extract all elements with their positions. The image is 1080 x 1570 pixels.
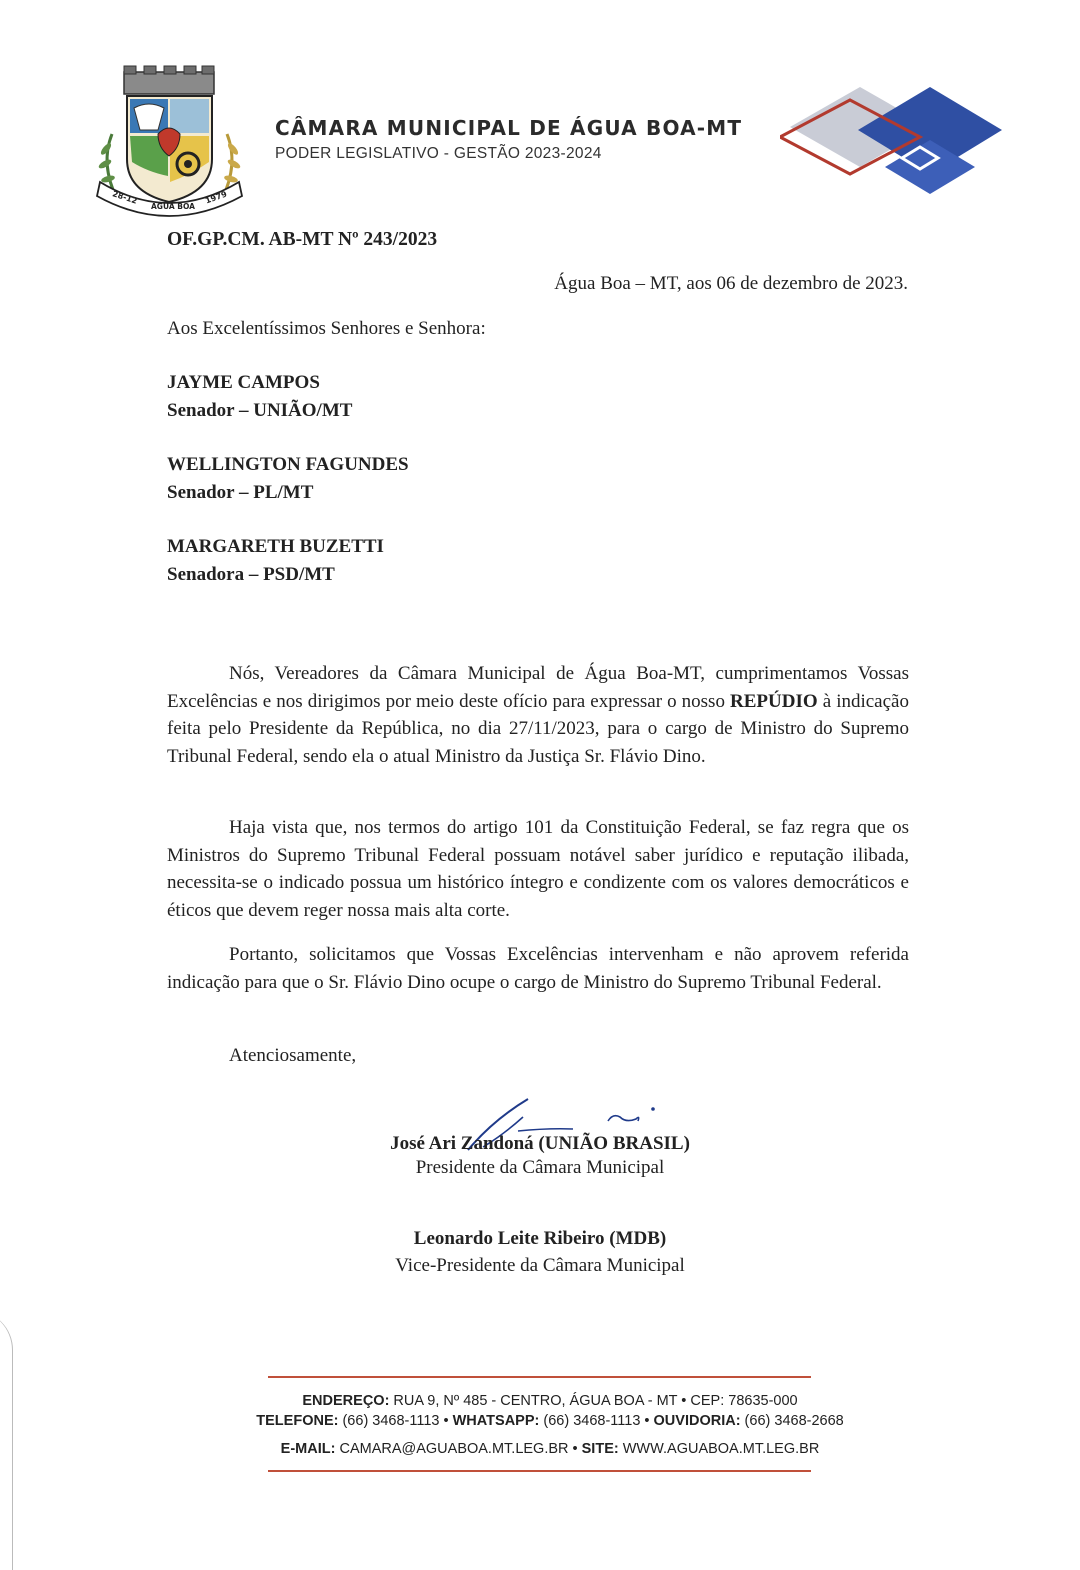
footer-rule-top (268, 1376, 811, 1378)
footer-contact (200, 1441, 900, 1457)
signatory-title: Vice-Presidente da Câmara Municipal (395, 1255, 685, 1276)
footer-rule-bottom (268, 1470, 811, 1472)
ouvidoria-label: OUVIDORIA: (653, 1413, 741, 1429)
phone-label: TELEFONE: (256, 1413, 339, 1429)
address-value: RUA 9, Nº 485 - CENTRO, ÁGUA BOA - MT • CEP: 78635-000 (389, 1393, 798, 1409)
header-subtitle: PODER LEGISLATIVO - GESTÃO 2023-2024 (275, 145, 602, 162)
coat-banner-right: 1979 (204, 189, 229, 206)
footer-address (200, 1393, 900, 1409)
body-paragraph-3: Portanto, solicitamos que Vossas Excelências intervenham e não aprovem referida indicação para que o Sr. Flávio Dino ocupe o cargo de Ministro do Supremo Tribunal Federal. (167, 944, 909, 993)
recipient-name: MARGARETH BUZETTI (167, 536, 384, 557)
email-value[interactable]: CAMARA@AGUABOA.MT.LEG.BR • (335, 1441, 582, 1457)
site-label: SITE: (581, 1441, 619, 1457)
recipient-role: Senador – PL/MT (167, 482, 314, 503)
camara-diamond-logo-icon (780, 82, 1005, 212)
body-paragraph-1 (167, 660, 909, 770)
recipient-name: JAYME CAMPOS (167, 372, 320, 393)
repudio-emphasis: REPÚDIO (730, 690, 818, 712)
coat-banner-center: ÁGUA BOA (151, 202, 195, 211)
whatsapp-label: WHATSAPP: (452, 1413, 540, 1429)
page-curl-edge (0, 1310, 13, 1570)
signatory-name: José Ari Zandoná (UNIÃO BRASIL) (390, 1133, 690, 1154)
whatsapp-value: (66) 3468-1113 • (539, 1413, 654, 1429)
paragraph-text: à indicação feita pelo Presidente da República, no dia 27/11/2023, para o cargo de Ministro do Supremo Tribunal Federal, sendo ela o atual Ministro da Justiça Sr. Flávio Dino. (167, 690, 909, 767)
signatory-name: Leonardo Leite Ribeiro (MDB) (413, 1228, 667, 1249)
recipient-name: WELLINGTON FAGUNDES (167, 454, 409, 475)
recipient-role: Senadora – PSD/MT (167, 564, 335, 585)
document-reference: OF.GP.CM. AB-MT Nº 243/2023 (167, 229, 438, 250)
phone-value: (66) 3468-1113 • (338, 1413, 453, 1429)
coat-banner-left: 28-12 (111, 189, 139, 206)
header-title: CÂMARA MUNICIPAL DE ÁGUA BOA-MT (275, 116, 743, 140)
recipient-role: Senador – UNIÃO/MT (167, 400, 353, 421)
closing: Atenciosamente, (229, 1045, 357, 1066)
body-paragraph-2: Haja vista que, nos termos do artigo 101 da Constituição Federal, se faz regra que os Ministros do Supremo Tribunal Federal possuam notável saber jurídico e reputação ilibada, necessita-se o indicado possua um histórico íntegro e condizente com os valores democráticos e éticos que devem reger nossa mais alta corte. (167, 817, 909, 921)
date-line: Água Boa – MT, aos 06 de dezembro de 2023. (554, 273, 908, 294)
email-label: E-MAIL: (280, 1441, 336, 1457)
address-label: ENDEREÇO: (302, 1393, 390, 1409)
signatory-title: Presidente da Câmara Municipal (415, 1157, 665, 1178)
footer-phones (200, 1413, 900, 1429)
ouvidoria-value: (66) 3468-2668 (740, 1413, 844, 1429)
greeting: Aos Excelentíssimos Senhores e Senhora: (167, 318, 486, 339)
site-link[interactable]: WWW.AGUABOA.MT.LEG.BR (618, 1441, 820, 1457)
paragraph-text: Nós, Vereadores da Câmara Municipal de Água Boa-MT, cumprimentamos Vossas Excelências e nos dirigimos por meio deste ofício para expressar o nosso (167, 663, 909, 712)
